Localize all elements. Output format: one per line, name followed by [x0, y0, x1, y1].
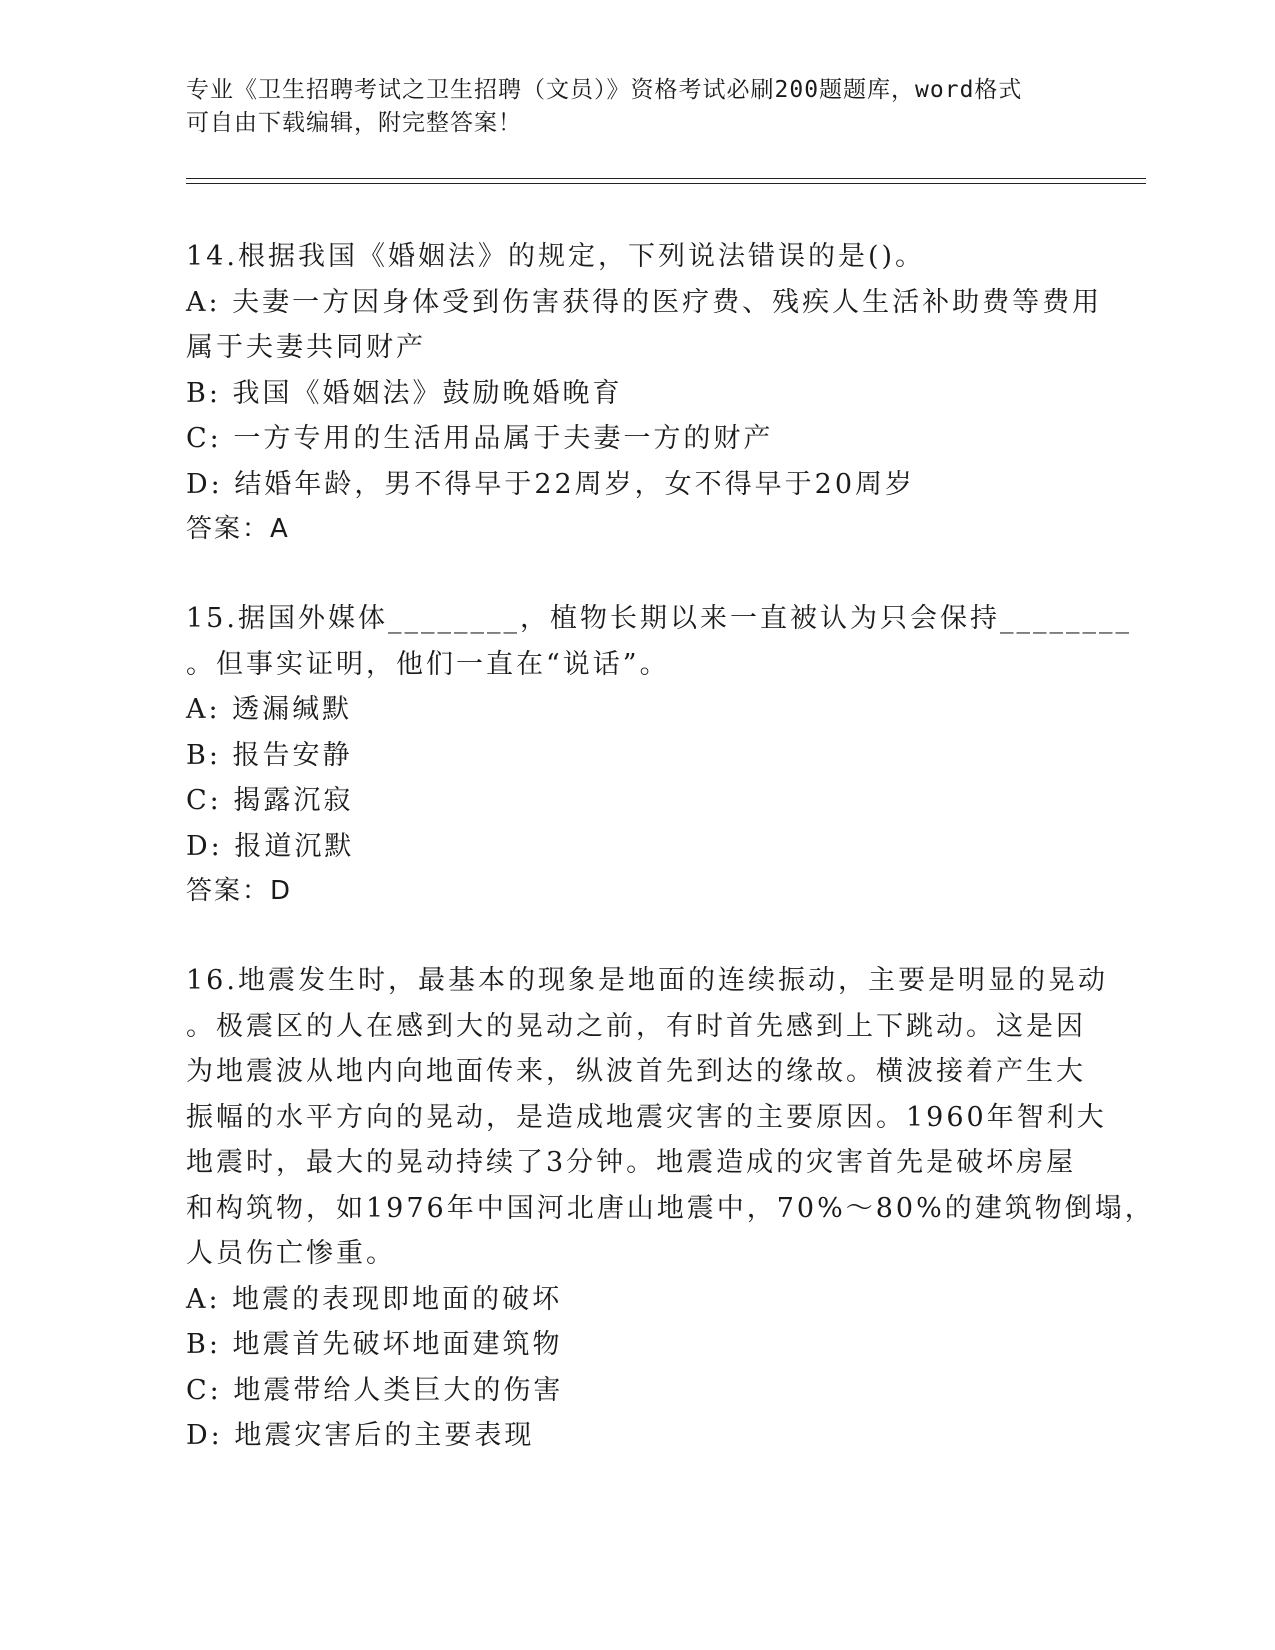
- question-stem: 。极震区的人在感到大的晃动之前，有时首先感到上下跳动。这是因: [186, 1010, 1086, 1042]
- document-header: [186, 74, 1086, 140]
- question-stem: 为地震波从地内向地面传来，纵波首先到达的缘故。横波接着产生大: [186, 1056, 1086, 1087]
- question-stem: 和构筑物，如1976年中国河北唐山地震中，70%～80%的建筑物倒塌，: [186, 1192, 1155, 1224]
- question-stem: 16.地震发生时，最基本的现象是地面的连续振动，主要是明显的晃动: [186, 965, 1108, 996]
- question-stem: 振幅的水平方向的晃动，是造成地震灾害的主要原因。1960年智利大: [186, 1101, 1107, 1133]
- question-stem: 地震时，最大的晃动持续了3分钟。地震造成的灾害首先是破坏房屋: [186, 1147, 1077, 1178]
- question-14: [186, 234, 1103, 553]
- option-b: B: 报告安静: [186, 739, 353, 771]
- question-stem: 14.根据我国《婚姻法》的规定，下列说法错误的是()。: [186, 241, 926, 272]
- question-stem: 15.据国外媒体________，植物长期以来一直被认为只会保持________: [186, 603, 1132, 634]
- option-c: C: 揭露沉寂: [186, 785, 354, 816]
- question-stem: 人员伤亡惨重。: [186, 1238, 396, 1269]
- option-b: B: 我国《婚姻法》鼓励晚婚晚育: [186, 377, 623, 409]
- answer: 答案：D: [186, 876, 293, 906]
- answer: 答案：A: [186, 514, 290, 544]
- option-a: A: 夫妻一方因身体受到伤害获得的医疗费、残疾人生活补助费等费用: [186, 286, 1103, 318]
- option-b: B: 地震首先破坏地面建筑物: [186, 1329, 563, 1360]
- header-divider: [186, 178, 1146, 179]
- option-c: C: 地震带给人类巨大的伤害: [186, 1374, 564, 1406]
- option-a: A: 透漏缄默: [186, 694, 353, 725]
- question-16: [186, 958, 1155, 1459]
- option-d: D: 地震灾害后的主要表现: [186, 1420, 535, 1451]
- option-d: D: 结婚年龄，男不得早于22周岁，女不得早于20周岁: [186, 468, 916, 500]
- question-15: [186, 596, 1132, 915]
- option-d: D: 报道沉默: [186, 830, 355, 862]
- question-stem: 。但事实证明，他们一直在“说话”。: [186, 648, 670, 680]
- option-a-continued: 属于夫妻共同财产: [186, 332, 426, 363]
- header-divider: [186, 183, 1146, 184]
- option-a: A: 地震的表现即地面的破坏: [186, 1283, 563, 1315]
- option-c: C: 一方专用的生活用品属于夫妻一方的财产: [186, 423, 774, 454]
- header-line: 可自由下载编辑，附完整答案！: [186, 110, 522, 136]
- header-line: 专业《卫生招聘考试之卫生招聘（文员）》资格考试必刷200题题库，word格式: [186, 77, 1023, 103]
